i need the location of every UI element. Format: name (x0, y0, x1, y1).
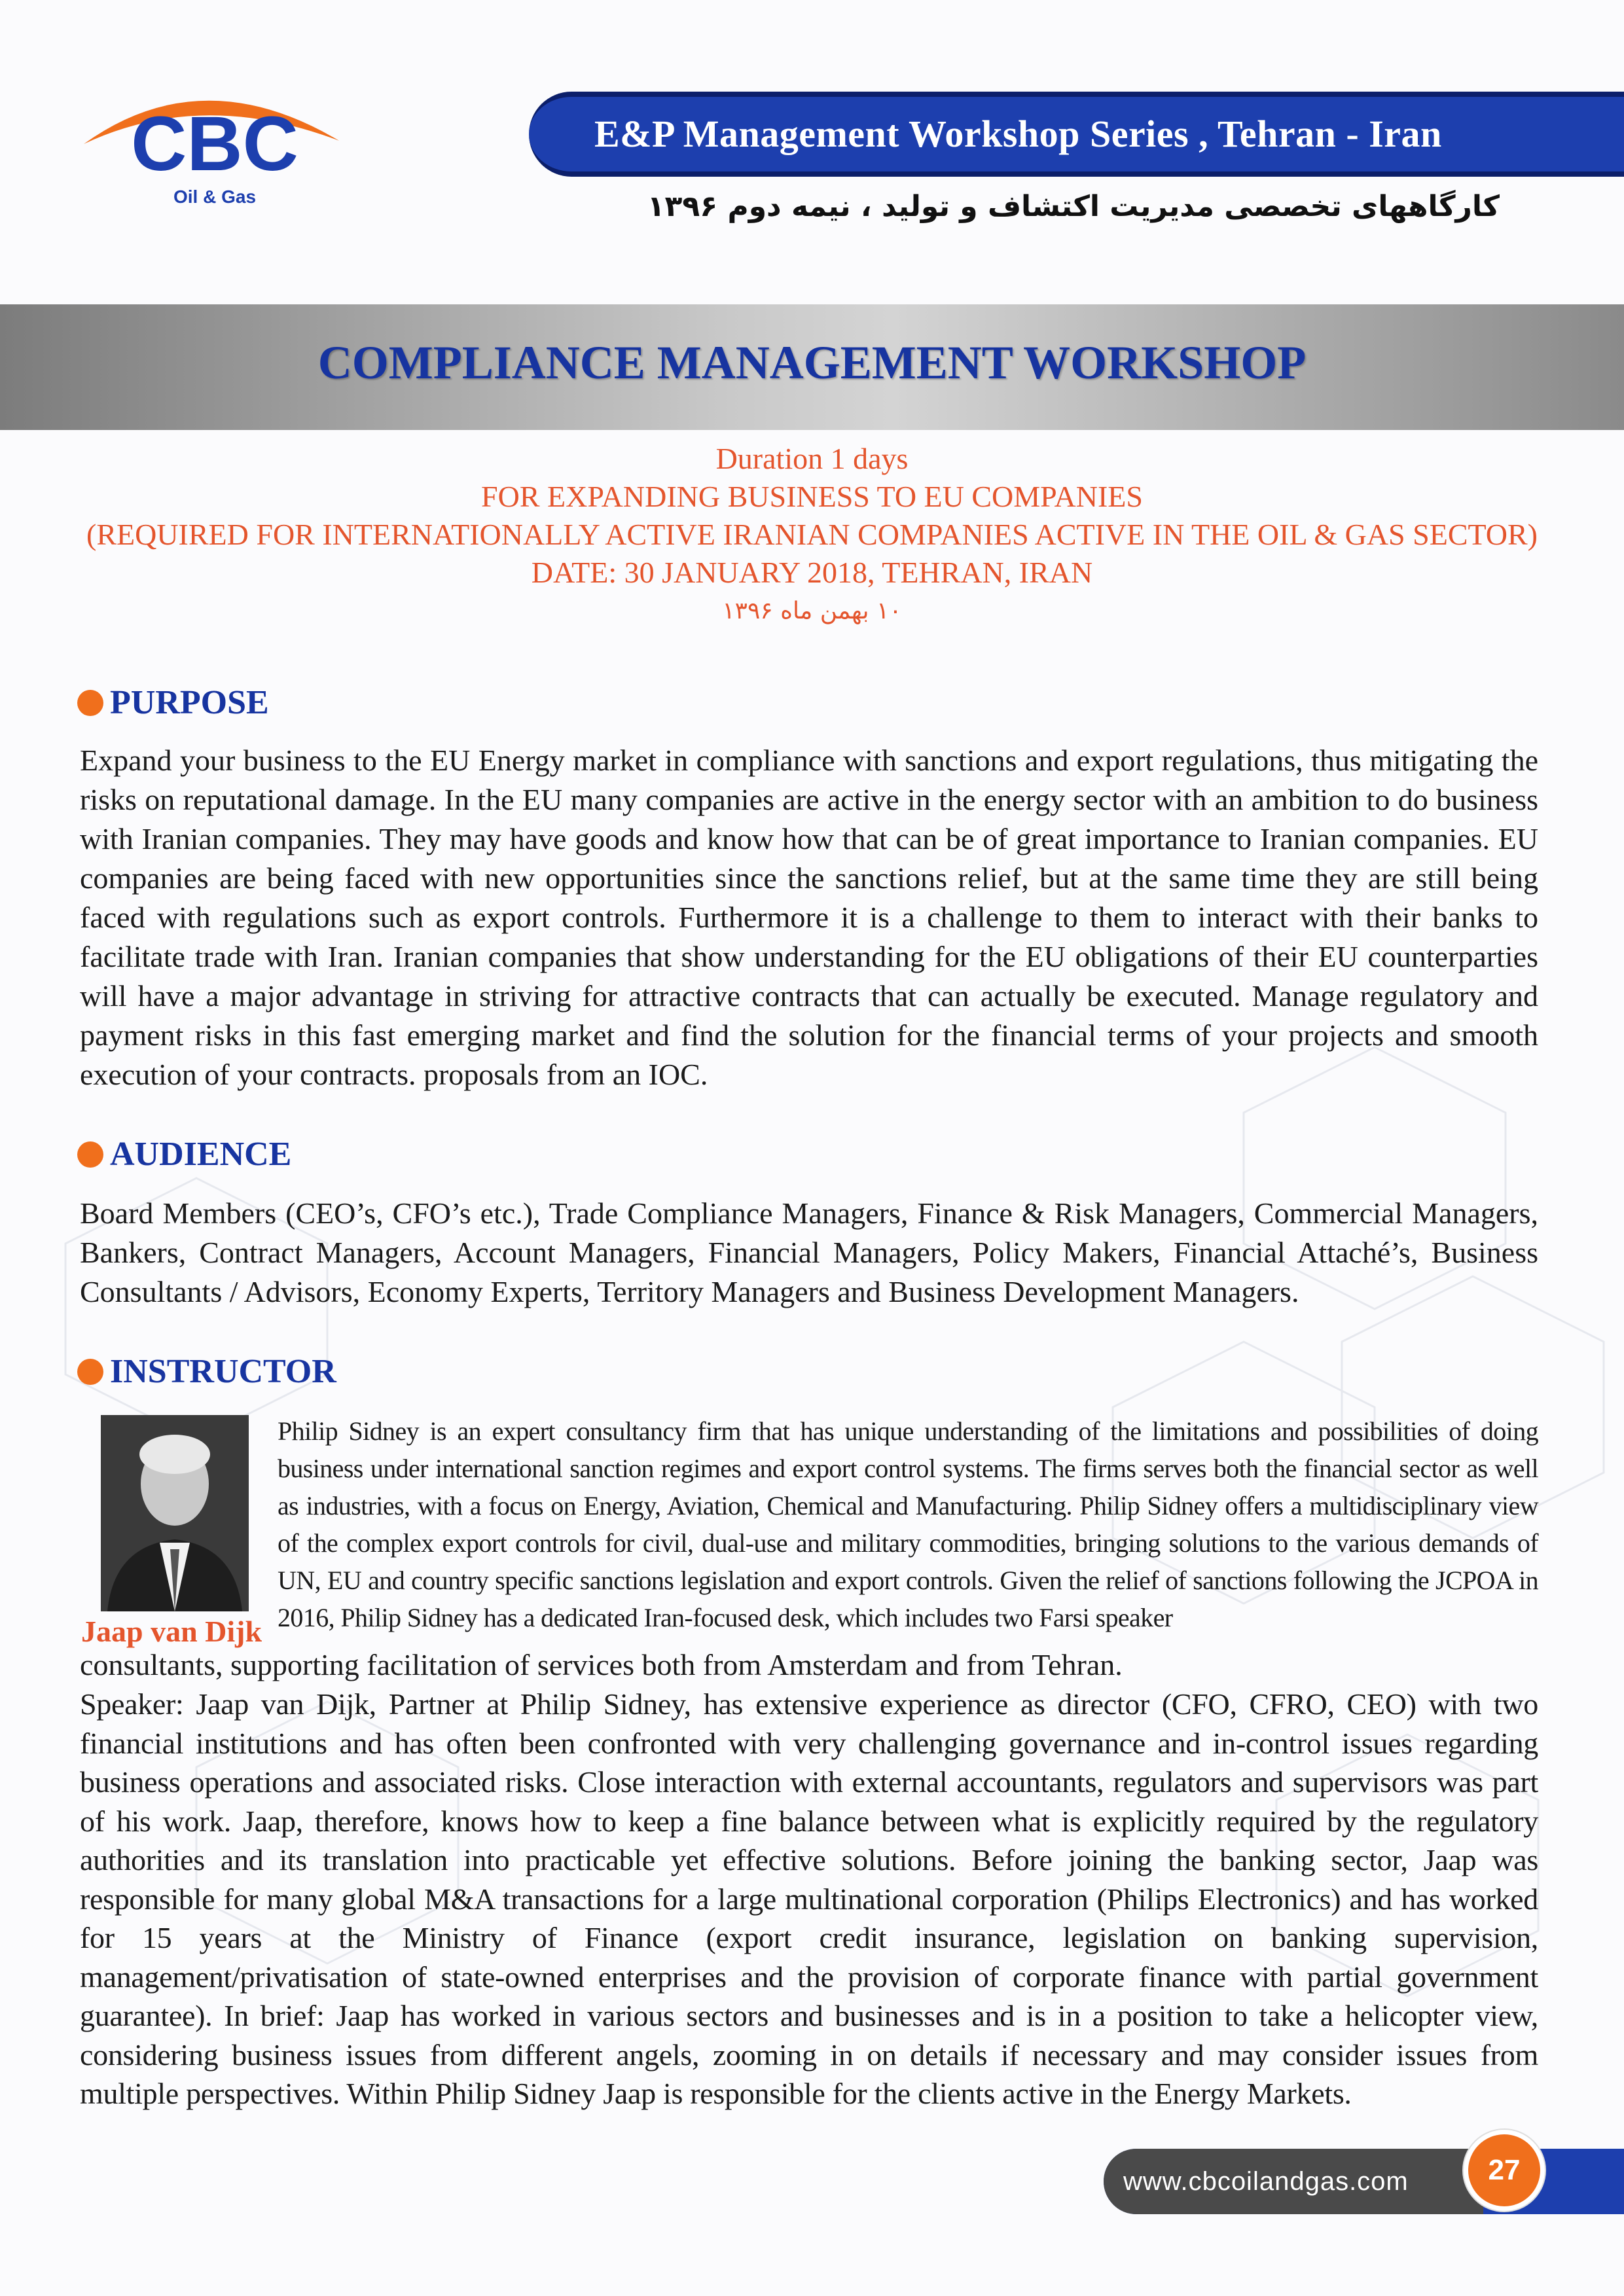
title-band (0, 304, 1624, 430)
instructor-bio-text: Speaker: Jaap van Dijk, Partner at Philip Sidney, has extensive experience as director (CFO, CFRO, CEO) with two financial institutions and has often been confronted with very challenging governance and in-control issues regarding business operations and associated risks. Close interaction with external accountants, regulators and supervisors was part of his work. Jaap, therefore, knows how to keep a fine balance between what is explicitly required by the regulatory authorities and its translation into practicable yet effective solutions. Before joining the banking sector, Jaap was responsible for many global M&A transactions for a large multinational corporation (Philips Electronics) and has worked for 15 years at the Ministry of Finance (export credit insurance, legislation on banking supervision, management/privatisation of state-owned enterprises and the provision of corporate finance with partial government guarantee). In brief: Jaap has worked in various sectors and businesses and is in a position to take a helicopter view, considering business issues from different angels, zooming in on details if necessary and may consider issues from multiple perspectives. Within Philip Sidney Jaap is responsible for the clients active in the Energy Markets. (80, 1687, 1538, 2110)
instructor-photo (101, 1415, 249, 1611)
instructor-intro-continued: consultants, supporting facilitation of services both from Amsterdam and from Tehran. (80, 1648, 1123, 1681)
footer-url[interactable]: www.cbcoilandgas.com (1123, 2167, 1409, 2196)
date-text: DATE: 30 JANUARY 2018, TEHRAN, IRAN (531, 556, 1093, 589)
header-farsi-subtitle: کارگاههای تخصصی مدیریت اکتشاف و تولید ، نیمه دوم ۱۳۹۶ (647, 190, 1500, 223)
person-silhouette-icon (101, 1415, 249, 1611)
page-title: COMPLIANCE MANAGEMENT WORKSHOP (317, 336, 1307, 389)
workshop-details (0, 440, 1624, 631)
duration-text: Duration 1 days (715, 442, 909, 475)
bullet-icon (77, 690, 103, 716)
purpose-heading-label: PURPOSE (110, 684, 269, 721)
subtitle-line-1: FOR EXPANDING BUSINESS TO EU COMPANIES (481, 480, 1143, 513)
logo-tagline: Oil & Gas (173, 187, 257, 207)
instructor-heading (77, 1352, 336, 1391)
header-series-title: E&P Management Workshop Series , Tehran - Iran (594, 113, 1442, 155)
bullet-icon (77, 1359, 103, 1385)
bullet-icon (77, 1141, 103, 1168)
audience-heading (77, 1135, 291, 1174)
page-number-badge: 27 (1464, 2130, 1545, 2211)
header-banner (529, 92, 1624, 177)
cbc-logo (77, 72, 352, 209)
instructor-name-caption: Jaap van Dijk (81, 1615, 262, 1648)
farsi-date-text: ۱۰ بهمن ماه ۱۳۹۶ (722, 598, 902, 624)
audience-text: Board Members (CEO’s, CFO’s etc.), Trade Compliance Managers, Finance & Risk Managers, Commercial Managers, Bankers, Contract Managers, Account Managers, Financial Managers, Policy Makers, Financial Attaché’s, Business Consultants / Advisors, Economy Experts, Territory Managers and Business Development Managers. (80, 1196, 1538, 1308)
purpose-text: Expand your business to the EU Energy market in compliance with sanctions and export regulations, thus mitigating the risks on reputational damage. In the EU many companies are active in the energy sector with an ambition to do business with Iranian companies. They may have goods and know how that can be of great importance to Iranian companies. EU companies are being faced with new opportunities since the sanctions relief, but at the same time they are still being faced with regulations such as export controls. Furthermore it is a challenge to them to interact with their banks to facilitate trade with Iran. Iranian companies that show understanding for the EU obligations of their EU counterparties will have a major advantage in striving for attractive contracts that can actually be executed. Manage regulatory and payment risks in this fast emerging market and find the solution for the financial terms of your projects and smooth execution of your contracts. proposals from an IOC. (80, 744, 1538, 1091)
purpose-heading (77, 683, 269, 722)
instructor-intro-text: Philip Sidney is an expert consultancy firm that has unique understanding of the limitations and possibilities of doing business under international sanction regimes and export control systems. The firms serves both the financial sector as well as industries, with a focus on Energy, Aviation, Chemical and Manufacturing. Philip Sidney offers a multidisciplinary view of the complex export controls for civil, dual-use and military commodities, bringing solutions to the various demands of UN, EU and country specific sanctions legislation and export controls. Given the relief of sanctions following the JCPOA in 2016, Philip Sidney has a dedicated Iran-focused desk, which includes two Farsi speaker (278, 1416, 1538, 1632)
logo-wordmark: CBC (131, 101, 298, 187)
instructor-heading-label: INSTRUCTOR (110, 1353, 336, 1390)
subtitle-line-2: (REQUIRED FOR INTERNATIONALLY ACTIVE IRANIAN COMPANIES ACTIVE IN THE OIL & GAS SECTOR) (86, 518, 1538, 551)
audience-heading-label: AUDIENCE (110, 1136, 292, 1173)
